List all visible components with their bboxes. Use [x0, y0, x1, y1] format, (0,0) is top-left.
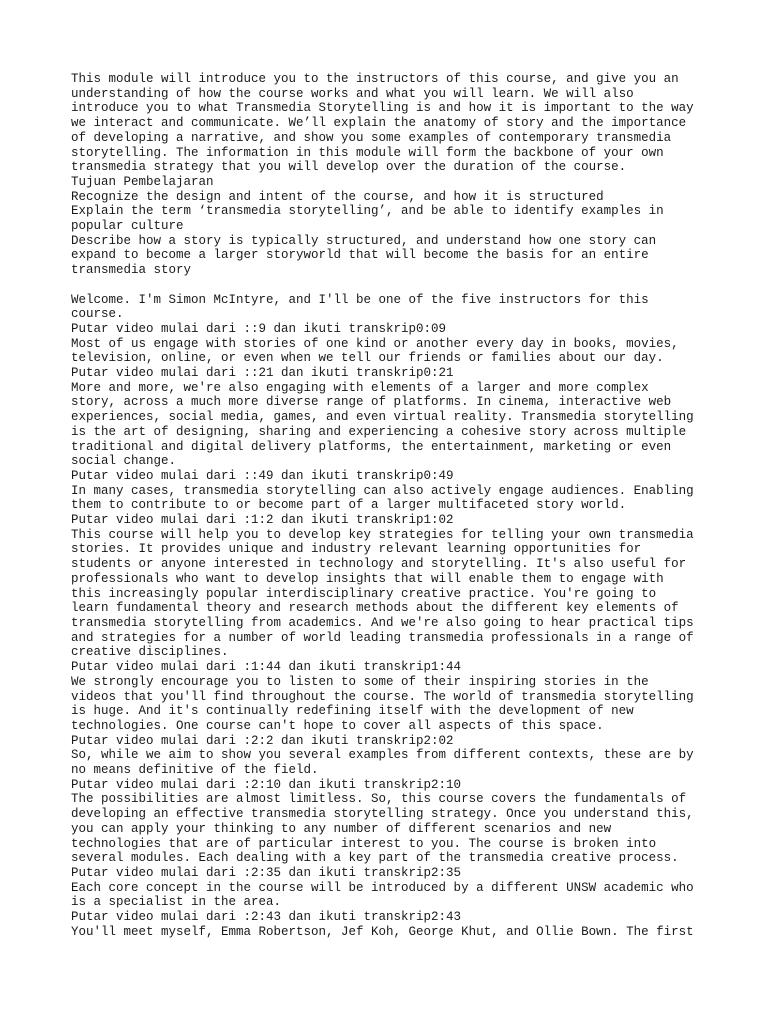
transcript-timestamp-link[interactable]: Putar video mulai dari ::9 dan ikuti transkrip0:09	[71, 321, 447, 336]
transcript-paragraph: We strongly encourage you to listen to some of their inspiring stories in the videos that you'll find throughout the course. The world of transmedia storytelling is huge. And it's continually redefining itself with the development of new technologies. One course can't hope to cover all aspects of this space.	[71, 674, 694, 733]
objective-item: Recognize the design and intent of the course, and how it is structured	[71, 189, 604, 204]
transcript-timestamp-link[interactable]: Putar video mulai dari :1:2 dan ikuti transkrip1:02	[71, 513, 454, 528]
transcript-paragraph: This course will help you to develop key strategies for telling your own transmedia stories. It provides unique and industry relevant learning opportunities for students or anyone interested in technology and storytelling. It's also useful for professionals who want to develop insights that will enable them to engage with this increasingly popular interdisciplinary creative practice. You're going to learn fundamental theory and research methods about the different key elements of transmedia storytelling from academics. And we're also going to hear practical tips and strategies for a number of world leading transmedia professionals in a range of creative disciplines.	[71, 527, 694, 660]
transcript-timestamp-link[interactable]: Putar video mulai dari :2:2 dan ikuti transkrip2:02	[71, 733, 454, 748]
transcript-timestamp-link[interactable]: Putar video mulai dari ::49 dan ikuti transkrip0:49	[71, 468, 454, 483]
module-description: This module will introduce you to the instructors of this course, and give you an understanding of how the course works and what you will learn. We will also introduce you to what Transmedia Storytelling is and how it is important to the way we interact and communicate. We’ll explain the anatomy of story and the importance of developing a narrative, and show you some examples of contemporary transmedia storytelling. The information in this module will form the backbone of your own transmedia strategy that you will develop over the duration of the course.	[71, 72, 694, 175]
transcript-timestamp-link[interactable]: Putar video mulai dari :2:10 dan ikuti transkrip2:10	[71, 777, 462, 792]
transcript-timestamp-link[interactable]: Putar video mulai dari :1:44 dan ikuti transkrip1:44	[71, 660, 462, 675]
transcript-paragraph: Most of us engage with stories of one kind or another every day in books, movies, television, online, or even when we tell our friends or families about our day.	[71, 336, 679, 366]
objective-item: Explain the term ‘transmedia storytelling’, and be able to identify examples in popular culture	[71, 204, 664, 234]
transcript-timestamp-link[interactable]: Putar video mulai dari :2:43 dan ikuti transkrip2:43	[71, 910, 462, 925]
document-page	[71, 72, 701, 939]
transcript-paragraph: More and more, we're also engaging with elements of a larger and more complex story, across a much more diverse range of platforms. In cinema, interactive web experiences, social media, games, and even virtual reality. Transmedia storytelling is the art of designing, sharing and experiencing a cohesive story across multiple traditional and digital delivery platforms, the entertainment, marketing or even social change.	[71, 380, 694, 469]
transcript-paragraph: So, while we aim to show you several examples from different contexts, these are by no means definitive of the field.	[71, 748, 694, 778]
section-spacer	[71, 278, 701, 293]
transcript-timestamp-link[interactable]: Putar video mulai dari :2:35 dan ikuti transkrip2:35	[71, 865, 462, 880]
transcript-paragraph: Welcome. I'm Simon McIntyre, and I'll be one of the five instructors for this course.	[71, 292, 649, 322]
transcript-paragraph: The possibilities are almost limitless. So, this course covers the fundamentals of developing an effective transmedia storytelling strategy. Once you understand this, you can apply your thinking to any number of different scenarios and new technologies that are of particular interest to you. The course is broken into several modules. Each dealing with a key part of the transmedia creative process.	[71, 792, 694, 866]
transcript-paragraph: You'll meet myself, Emma Robertson, Jef Koh, George Khut, and Ollie Bown. The first	[71, 924, 694, 939]
transcript-paragraph: In many cases, transmedia storytelling can also actively engage audiences. Enabling them to contribute to or become part of a larger multifaceted story world.	[71, 483, 694, 513]
objectives-heading: Tujuan Pembelajaran	[71, 174, 214, 189]
transcript-timestamp-link[interactable]: Putar video mulai dari ::21 dan ikuti transkrip0:21	[71, 366, 454, 381]
transcript-paragraph: Each core concept in the course will be introduced by a different UNSW academic who is a specialist in the area.	[71, 880, 694, 910]
objective-item: Describe how a story is typically structured, and understand how one story can expand to become a larger storyworld that will become the basis for an entire transmedia story	[71, 233, 657, 278]
